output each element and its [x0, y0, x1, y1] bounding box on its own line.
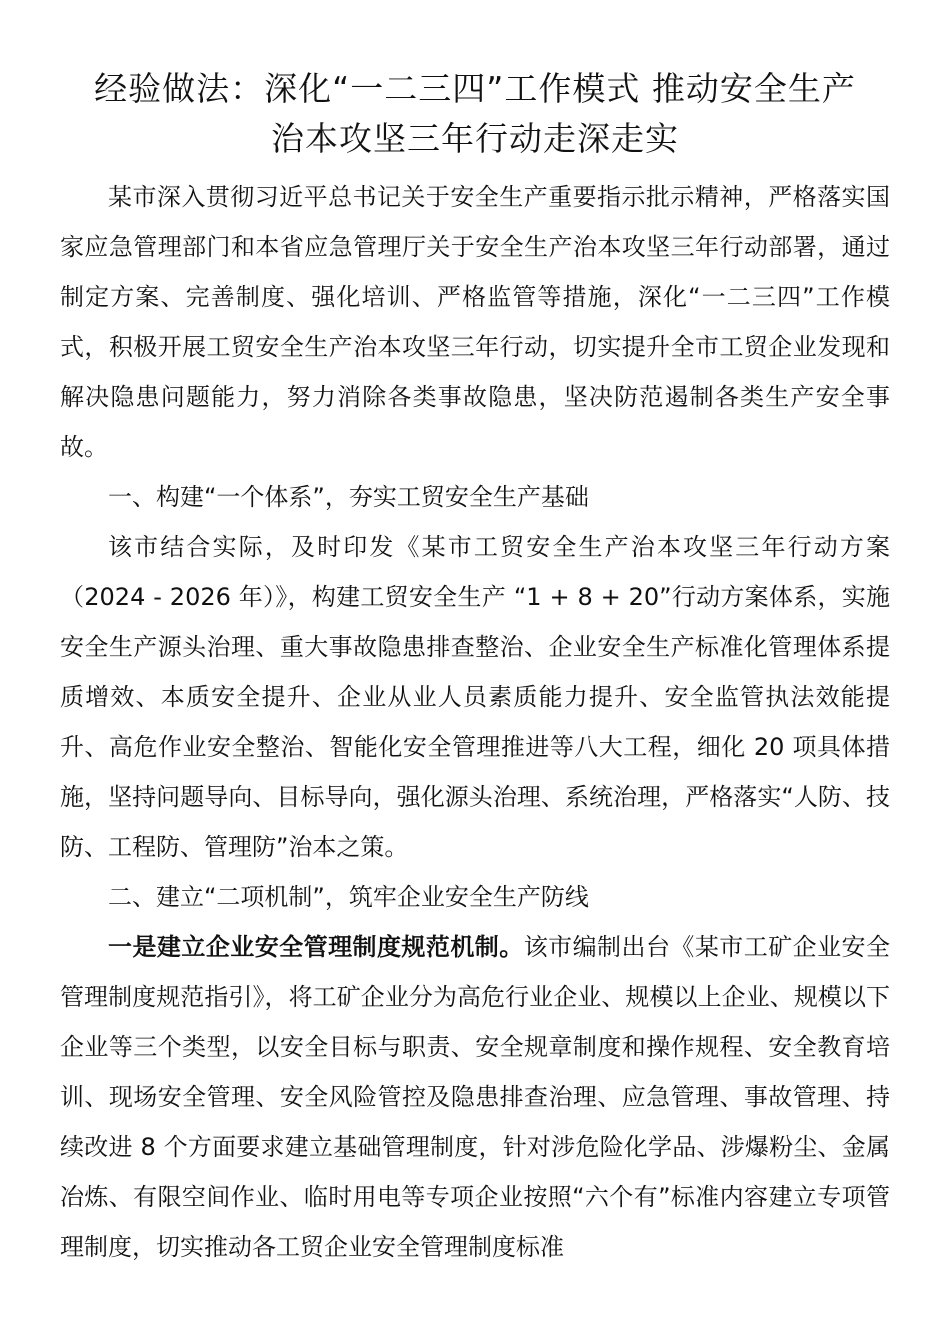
- section-2-heading: 二、建立“二项机制”，筑牢企业安全生产防线: [108, 883, 589, 911]
- intro-paragraph: 某市深入贯彻习近平总书记关于安全生产重要指示批示精神，严格落实国家应急管理部门和本省应急管理厅关于安全生产治本攻坚三年行动部署，通过制定方案、完善制度、强化培训、严格监管等措施，深化“一二三四”工作模式，积极开展工贸安全生产治本攻坚三年行动，切实提升全市工贸企业发现和解决隐患问题能力，努力消除各类事故隐患，坚决防范遏制各类生产安全事故。: [60, 183, 890, 461]
- section-1-heading: 一、构建“一个体系”，夯实工贸安全生产基础: [108, 483, 589, 511]
- title-line-2: 治本攻坚三年行动走深走实: [271, 119, 679, 158]
- section-2-paragraph: [60, 922, 890, 1272]
- title-line-1: 经验做法：深化“一二三四”工作模式 推动安全生产: [94, 69, 856, 108]
- document-title: [60, 64, 890, 164]
- section-2-body: 该市编制出台《某市工矿企业安全管理制度规范指引》，将工矿企业分为高危行业企业、规模以上企业、规模以下企业等三个类型，以安全目标与职责、安全规章制度和操作规程、安全教育培训、现场安全管理、安全风险管控及隐患排查治理、应急管理、事故管理、持续改进 8 个方面要求建立基础管理制度，针对涉危险化学品、涉爆粉尘、金属冶炼、有限空间作业、临时用电等专项企业按照“六个有”标准内容建立专项管理制度，切实推动各工贸企业安全管理制度标准: [60, 933, 891, 1261]
- section-1-paragraph: 该市结合实际，及时印发《某市工贸安全生产治本攻坚三年行动方案（2024 - 2026 年）》，构建工贸安全生产 “1 + 8 + 20”行动方案体系，实施安全生产源头治理、重大事故隐患排查整治、企业安全生产标准化管理体系提质增效、本质安全提升、企业从业人员素质能力提升、安全监管执法效能提升、高危作业安全整治、智能化安全管理推进等八大工程，细化 20 项具体措施，坚持问题导向、目标导向，强化源头治理、系统治理，严格落实“人防、技防、工程防、管理防”治本之策。: [60, 533, 890, 861]
- section-2-lead: 一是建立企业安全管理制度规范机制。: [108, 933, 524, 961]
